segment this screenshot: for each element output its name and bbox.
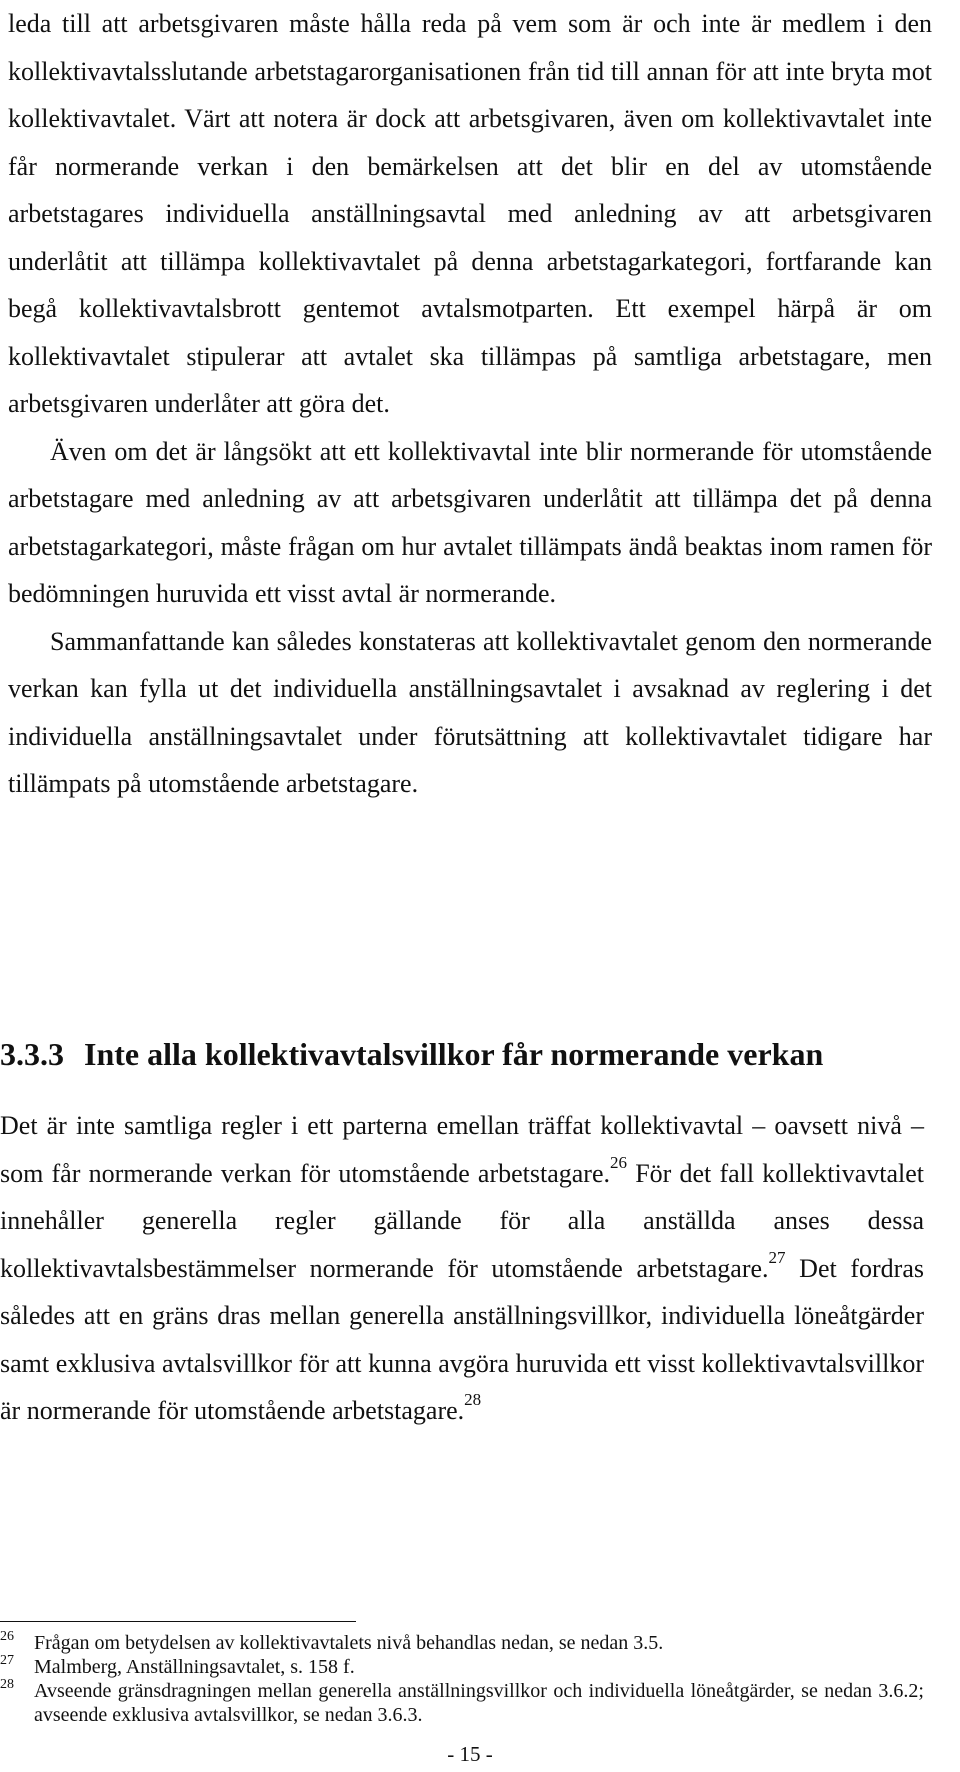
body-text: Det fordras således att en gräns dras mellan generella anställningsvillkor, individuella löneåtgärder samt exklusiva avtalsvillkor för att kunna avgöra huruvida ett visst kollektivavtalsvillkor är normerande för utomstående arbetstagare. bbox=[0, 1253, 924, 1425]
footnote bbox=[0, 1679, 924, 1727]
body-text: Det är inte samtliga regler i ett parterna emellan träffat kollektivavtal – oavsett nivå – som får normerande verkan för utomstående arbetstagare. bbox=[0, 1111, 924, 1188]
footnote-text: Frågan om betydelsen av kollektivavtalets nivå behandlas nedan, se nedan 3.5. bbox=[34, 1632, 664, 1654]
body-text: För det fall kollektivavtalet innehåller generella regler gällande för alla anställda anses dessa kollektivavtalsbestämmelser normerande för utomstående arbetstagare. bbox=[0, 1158, 924, 1283]
footnote-number: 28 bbox=[0, 1677, 14, 1692]
section-heading bbox=[0, 1034, 823, 1074]
document-page bbox=[8, 0, 932, 808]
body-paragraph bbox=[0, 1102, 924, 1435]
footnotes bbox=[0, 1631, 924, 1727]
footnote-separator bbox=[0, 1621, 356, 1622]
footnote-text: Avseende gränsdragningen mellan generella anställningsvillkor och individuella löneåtgärder, se nedan 3.6.2; avseende exklusiva avtalsvillkor, se nedan 3.6.3. bbox=[34, 1680, 924, 1726]
footnote-ref[interactable]: 27 bbox=[768, 1247, 786, 1267]
section-body bbox=[0, 1102, 924, 1435]
footnote-ref[interactable]: 26 bbox=[610, 1152, 628, 1172]
section-title: Inte alla kollektivavtalsvillkor får normerande verkan bbox=[84, 1036, 824, 1072]
footnote-text: Malmberg, Anställningsavtalet, s. 158 f. bbox=[34, 1656, 355, 1678]
page-number: - 15 - bbox=[447, 1742, 493, 1766]
footnote-number: 26 bbox=[0, 1629, 14, 1644]
section-number: 3.3.3 bbox=[0, 1036, 64, 1072]
footnote-number: 27 bbox=[0, 1653, 14, 1668]
footnote bbox=[0, 1655, 924, 1679]
body-paragraph: Sammanfattande kan således konstateras att kollektivavtalet genom den normerande verkan kan fylla ut det individuella anställningsavtalet i avsaknad av reglering i det individuella anställningsavtalet under förutsättning att kollektivavtalet tidigare har tillämpats på utomstående arbetstagare. bbox=[8, 626, 932, 798]
body-paragraph: Även om det är långsökt att ett kollektivavtal inte blir normerande för utomstående arbetstagare med anledning av att arbetsgivaren underlåtit att tillämpa det på denna arbetstagarkategori, måste frågan om hur avtalet tillämpats ändå beaktas inom ramen för bedömningen huruvida ett visst avtal är normerande. bbox=[8, 436, 932, 608]
body-paragraph: leda till att arbetsgivaren måste hålla reda på vem som är och inte är medlem i den kollektivavtalsslutande arbetstagarorganisationen från tid till annan för att inte bryta mot kollektivavtalet. Värt att notera är dock att arbetsgivaren, även om kollektivavtalet inte får normerande verkan i den bemärkelsen att det blir en del av utomstående arbetstagares individuella anställningsavtal med anledning av att arbetsgivaren underlåtit att tillämpa kollektivavtalet på denna arbetstagarkategori, fortfarande kan begå kollektivavtalsbrott gentemot avtalsmotparten. Ett exempel härpå är om kollektivavtalet stipulerar att avtalet ska tillämpas på samtliga arbetstagare, men arbetsgivaren underlåter att göra det. bbox=[8, 9, 932, 418]
footnote-ref[interactable]: 28 bbox=[464, 1390, 482, 1409]
footnote bbox=[0, 1631, 924, 1655]
